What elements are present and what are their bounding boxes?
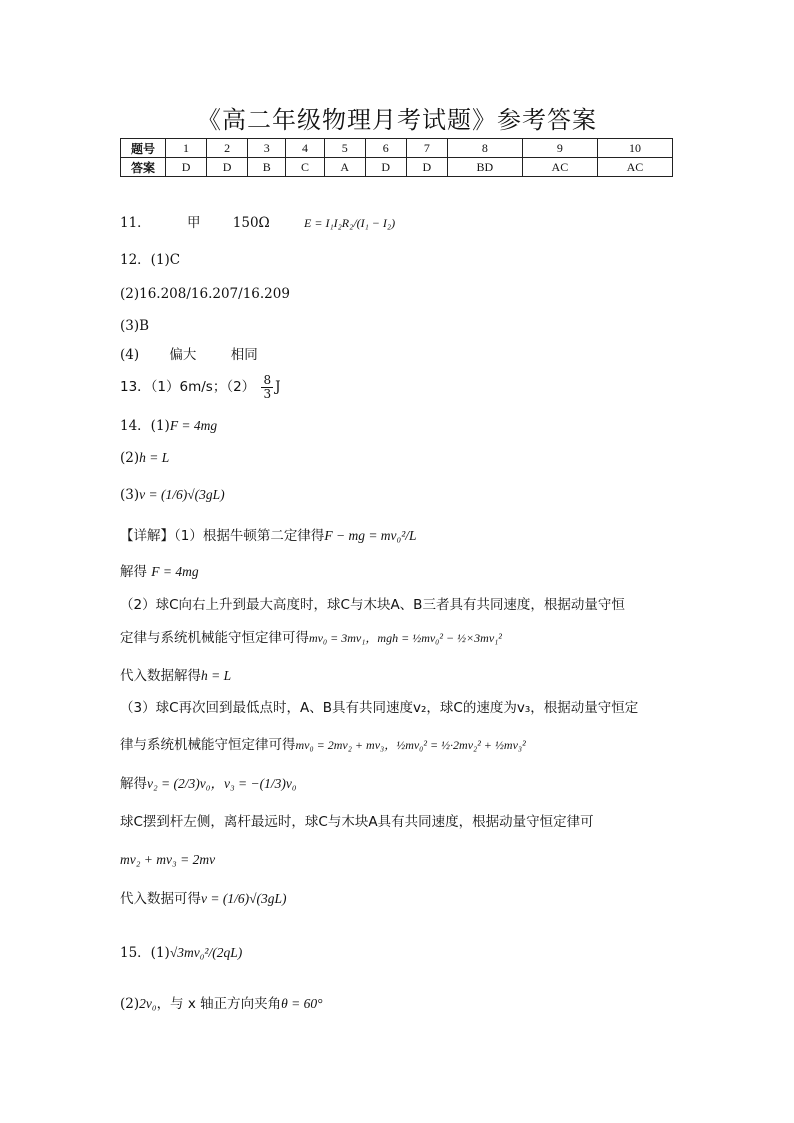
table-cell: BD [447, 158, 522, 177]
table-row-answers [121, 158, 673, 177]
q11-line [120, 214, 395, 232]
table-cell: 2 [207, 139, 248, 158]
q14-part3-expr: v = (1/6)√(3gL) [139, 487, 225, 502]
q13-unit: J [275, 379, 281, 395]
q12-part1: 12．(1)C [120, 252, 181, 268]
q15-part1-expr: √3mv₀²/(2qL) [169, 945, 243, 960]
q15-part1 [120, 944, 242, 962]
detail-part2-text2: 定律与系统机械能守恒定律可得 [120, 630, 309, 646]
table-cell: D [166, 158, 207, 177]
detail-part4-solution [120, 890, 287, 908]
detail-part4-equation: mv₂ + mv₃ = 2mv [120, 852, 216, 867]
table-cell: D [365, 158, 406, 177]
q14-part3 [120, 486, 225, 504]
q15-part2 [120, 995, 323, 1013]
detail-part4-solution-label: 代入数据可得 [120, 891, 201, 907]
detail-heading-line [120, 527, 417, 545]
detail-part4-solution-expr: v = (1/6)√(3gL) [201, 891, 287, 906]
table-cell: D [207, 158, 248, 177]
table-cell: 7 [406, 139, 447, 158]
q13-frac-numerator: 8 [263, 373, 272, 387]
detail-part2-solution-expr: h = L [201, 668, 232, 683]
table-cell: A [324, 158, 365, 177]
q15-part2-label: (2) [120, 996, 140, 1012]
table-cell: 8 [447, 139, 522, 158]
table-cell: 1 [166, 139, 207, 158]
q12-part4 [120, 346, 258, 364]
detail-part3-solution [120, 775, 297, 793]
table-cell: 5 [324, 139, 365, 158]
detail-eq1: F − mg = mv₀²/L [324, 528, 417, 543]
row-label-number: 题号 [121, 139, 166, 158]
detail-part3-equation: mv₀ = 2mv₂ + mv₃，½mv₀² = ½·2mv₂² + ½mv₃² [295, 738, 526, 752]
q13-text: 13．（1）6m/s；（2） [120, 379, 256, 395]
q12-part3: (3)B [120, 318, 150, 334]
table-cell: 10 [597, 139, 672, 158]
detail-part2-solution [120, 667, 231, 685]
table-cell: AC [597, 158, 672, 177]
table-cell: 9 [522, 139, 597, 158]
q12-part4-answer-b: 相同 [230, 347, 258, 363]
q14-part2-expr: h = L [139, 450, 170, 465]
detail-part2-equation-line [120, 629, 502, 647]
table-cell: AC [522, 158, 597, 177]
detail-part4-text: 球C摆到杆左侧，离杆最远时，球C与木块A具有共同速度，根据动量守恒定律可 [120, 814, 594, 830]
q12-part2: (2)16.208/16.207/16.209 [120, 286, 290, 302]
table-row-numbers [121, 139, 673, 158]
q14-part3-label: (3) [120, 487, 140, 503]
detail-part2-solution-label: 代入数据解得 [120, 668, 201, 684]
q14-part2 [120, 449, 169, 467]
q14-part2-label: (2) [120, 450, 140, 466]
q12-part4-answer-a: 偏大 [169, 347, 197, 363]
detail-part2-equation: mv₀ = 3mv₁，mgh = ½mv₀² − ½×3mv₁² [309, 631, 502, 645]
detail-solution1-label: 解得 [120, 564, 147, 580]
detail-part3-solution-label: 解得 [120, 776, 147, 792]
q14-part1-expr: F = 4mg [169, 418, 218, 433]
row-label-answer: 答案 [121, 158, 166, 177]
table-cell: 3 [248, 139, 286, 158]
detail-part3-equation-line [120, 736, 526, 754]
q15-part2-expr: 2v₀ [139, 996, 157, 1011]
page-title: 《高二年级物理月考试题》参考答案 [197, 106, 597, 134]
q11-choice: 甲 [186, 215, 201, 231]
q15-part2-text: ，与 x 轴正方向夹角 [156, 996, 282, 1012]
table-cell: 6 [365, 139, 406, 158]
detail-part3-text: （3）球C再次回到最低点时，A、B具有共同速度v₂，球C的速度为v₃，根据动量守恒定 [120, 700, 639, 716]
detail-part2-text: （2）球C向右上升到最大高度时，球C与木块A、B三者具有共同速度，根据动量守恒 [120, 597, 625, 613]
table-cell: C [286, 158, 324, 177]
detail-part3-text2: 律与系统机械能守恒定律可得 [120, 737, 296, 753]
table-cell: D [406, 158, 447, 177]
q11-resistance: 150Ω [232, 215, 270, 231]
detail-solution1 [120, 563, 199, 581]
q12-part4-number: (4) [120, 347, 140, 363]
q13-frac-denominator: 3 [263, 387, 272, 401]
q11-formula: E = I₁I₂R₂/(I₁ − I₂) [304, 216, 396, 230]
detail-part3-solution-expr: v₂ = (2/3)v₀，v₃ = −(1/3)v₀ [147, 776, 297, 791]
q13-fraction [261, 374, 273, 401]
q14-part1-label: 14．(1) [120, 418, 170, 434]
q13-line [120, 374, 281, 401]
q11-number: 11． [120, 215, 151, 231]
table-cell: 4 [286, 139, 324, 158]
q14-part1 [120, 417, 217, 435]
answer-table [120, 138, 673, 177]
detail-heading: 【详解】（1）根据牛顿第二定律得 [120, 528, 325, 544]
detail-solution1-expr: F = 4mg [151, 564, 199, 579]
q15-part1-label: 15．(1) [120, 945, 170, 961]
table-cell: B [248, 158, 286, 177]
q15-part2-angle: θ = 60° [281, 996, 323, 1011]
